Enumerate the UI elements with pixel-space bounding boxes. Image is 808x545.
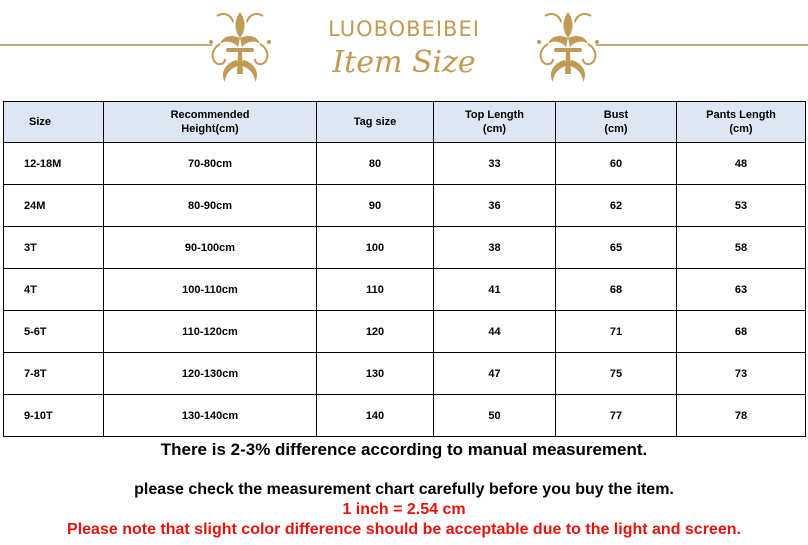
column-header xyxy=(677,102,806,143)
table-cell: 78 xyxy=(677,395,806,437)
measurement-difference-note: There is 2-3% difference according to manual measurement. xyxy=(160,440,648,459)
table-cell: 7-8T xyxy=(4,353,104,395)
column-header-label: Top Length (cm) xyxy=(464,109,525,135)
table-cell: 58 xyxy=(677,227,806,269)
column-header xyxy=(4,102,104,143)
table-row xyxy=(4,227,806,269)
table-cell: 75 xyxy=(556,353,677,395)
table-cell: 100-110cm xyxy=(104,269,317,311)
table-cell: 90-100cm xyxy=(104,227,317,269)
column-header xyxy=(556,102,677,143)
table-cell: 53 xyxy=(677,185,806,227)
table-row xyxy=(4,185,806,227)
page-title: Item Size xyxy=(332,45,476,80)
table-cell: 12-18M xyxy=(4,143,104,185)
table-cell: 68 xyxy=(556,269,677,311)
table-cell: 4T xyxy=(4,269,104,311)
fleur-de-lis-ornament-icon xyxy=(533,4,603,88)
table-cell: 41 xyxy=(434,269,556,311)
table-cell: 5-6T xyxy=(4,311,104,353)
table-cell: 77 xyxy=(556,395,677,437)
table-cell: 120 xyxy=(317,311,434,353)
table-cell: 130 xyxy=(317,353,434,395)
column-header xyxy=(104,102,317,143)
size-chart-table xyxy=(3,101,806,437)
table-cell: 36 xyxy=(434,185,556,227)
column-header xyxy=(434,102,556,143)
table-cell: 110-120cm xyxy=(104,311,317,353)
table-row xyxy=(4,311,806,353)
page-header xyxy=(0,0,808,96)
column-header-label: Bust (cm) xyxy=(603,109,629,135)
table-cell: 47 xyxy=(434,353,556,395)
table-cell: 38 xyxy=(434,227,556,269)
table-cell: 80-90cm xyxy=(104,185,317,227)
header-divider-left xyxy=(0,44,212,46)
column-header-label: Size xyxy=(29,116,52,128)
table-cell: 24M xyxy=(4,185,104,227)
header-divider-right xyxy=(596,44,808,46)
table-cell: 33 xyxy=(434,143,556,185)
table-cell: 73 xyxy=(677,353,806,395)
table-cell: 63 xyxy=(677,269,806,311)
table-cell: 90 xyxy=(317,185,434,227)
table-row xyxy=(4,269,806,311)
column-header-label: Tag size xyxy=(353,116,397,128)
table-cell: 48 xyxy=(677,143,806,185)
table-cell: 44 xyxy=(434,311,556,353)
brand-name: LUOBOBEIBEI xyxy=(328,17,480,41)
table-cell: 71 xyxy=(556,311,677,353)
color-difference-note: Please note that slight color difference should be acceptable due to the light and screen. xyxy=(67,521,741,538)
table-cell: 68 xyxy=(677,311,806,353)
table-cell: 9-10T xyxy=(4,395,104,437)
check-chart-note: please check the measurement chart carefully before you buy the item. xyxy=(134,481,674,498)
inch-conversion-note: 1 inch = 2.54 cm xyxy=(342,501,466,518)
table-row xyxy=(4,395,806,437)
table-row xyxy=(4,143,806,185)
table-cell: 100 xyxy=(317,227,434,269)
table-cell: 50 xyxy=(434,395,556,437)
table-cell: 110 xyxy=(317,269,434,311)
table-cell: 3T xyxy=(4,227,104,269)
table-cell: 60 xyxy=(556,143,677,185)
table-cell: 130-140cm xyxy=(104,395,317,437)
table-cell: 70-80cm xyxy=(104,143,317,185)
table-cell: 120-130cm xyxy=(104,353,317,395)
table-header-row xyxy=(4,102,806,143)
table-cell: 140 xyxy=(317,395,434,437)
fleur-de-lis-ornament-icon xyxy=(205,4,275,88)
column-header-label: Recommended Height(cm) xyxy=(170,109,250,135)
table-cell: 62 xyxy=(556,185,677,227)
column-header-label: Pants Length (cm) xyxy=(706,109,776,135)
column-header xyxy=(317,102,434,143)
table-cell: 65 xyxy=(556,227,677,269)
table-cell: 80 xyxy=(317,143,434,185)
table-row xyxy=(4,353,806,395)
